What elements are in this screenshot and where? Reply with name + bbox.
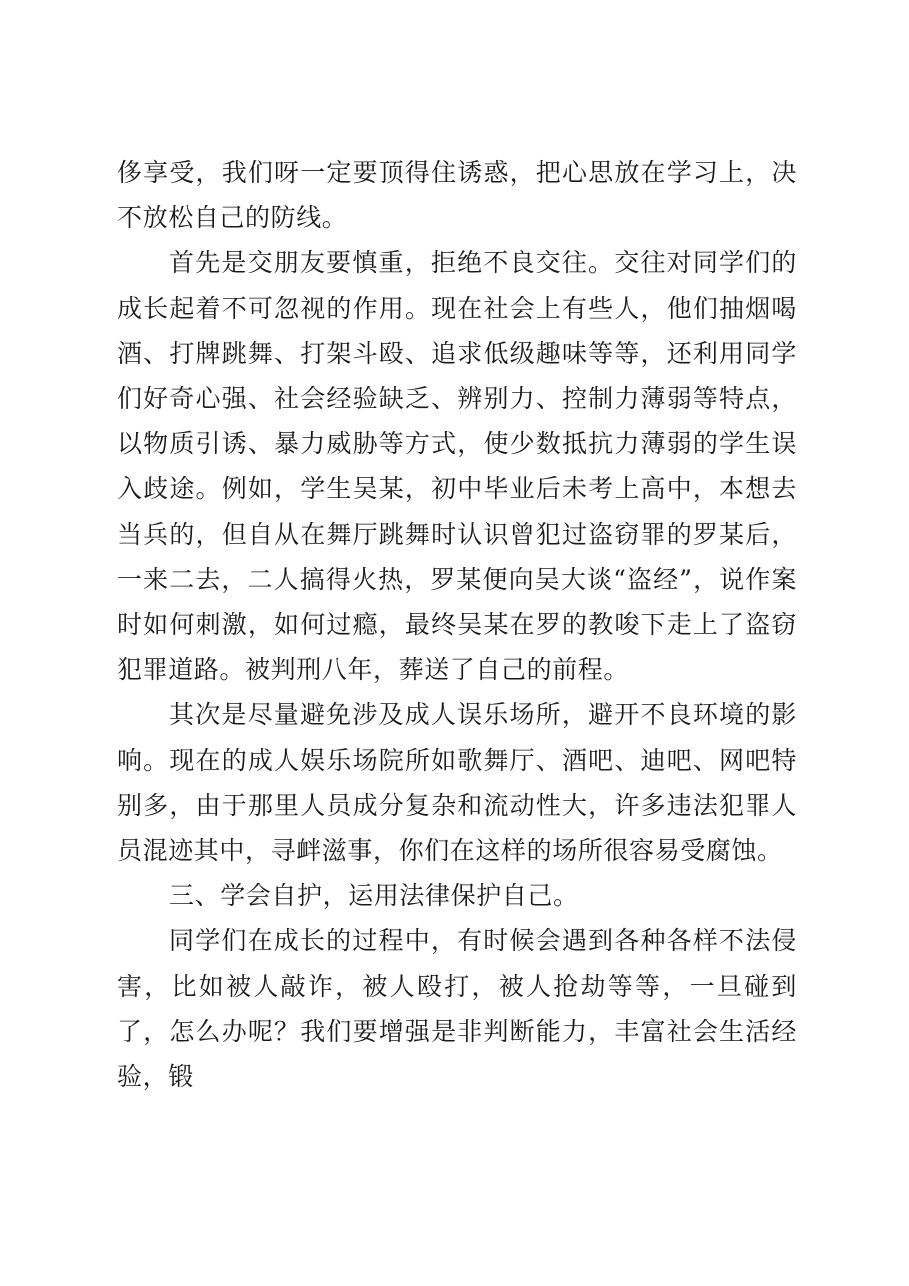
paragraph-legal-protection: 同学们在成长的过程中，有时候会遇到各种各样不法侵害，比如被人敲诈，被人殴打，被人抢劫等等，一旦碰到了，怎么办呢？我们要增强是非判断能力，丰富社会生活经验，锻 [117,926,797,1092]
paragraph-friendship: 首先是交朋友要慎重，拒绝不良交往。交往对同学们的成长起着不可忽视的作用。现在社会上有些人，他们抽烟喝酒、打牌跳舞、打架斗殴、追求低级趣味等等，还利用同学们好奇心强、社会经验缺乏、辨别力、控制力薄弱等特点，以物质引诱、暴力威胁等方式，使少数抵抗力薄弱的学生误入歧途。例如，学生吴某，初中毕业后未考上高中，本想去当兵的，但自从在舞厅跳舞时认识曾犯过盗窃罪的罗某后，一来二去，二人搞得火热，罗某便向吴大谈“盗经”，说作案时如何刺激，如何过瘾，最终吴某在罗的教唆下走上了盗窃犯罪道路。被判刑八年，葬送了自己的前程。 [117,248,797,685]
section-heading-self-protection: 三、学会自护，运用法律保护自己。 [169,881,579,911]
paragraph-continuation: 侈享受，我们呀一定要顶得住诱惑，把心思放在学习上，决不放松自己的防线。 [117,158,797,233]
paragraph-entertainment-venues: 其次是尽量避免涉及成人误乐场所，避开不良环境的影响。现在的成人娱乐场院所如歌舞厅、酒吧、迪吧、网吧特别多，由于那里人员成分复杂和流动性大，许多违法犯罪人员混迹其中，寻衅滋事，你们在这样的场所很容易受腐蚀。 [117,700,797,866]
body-text [117,150,797,1099]
